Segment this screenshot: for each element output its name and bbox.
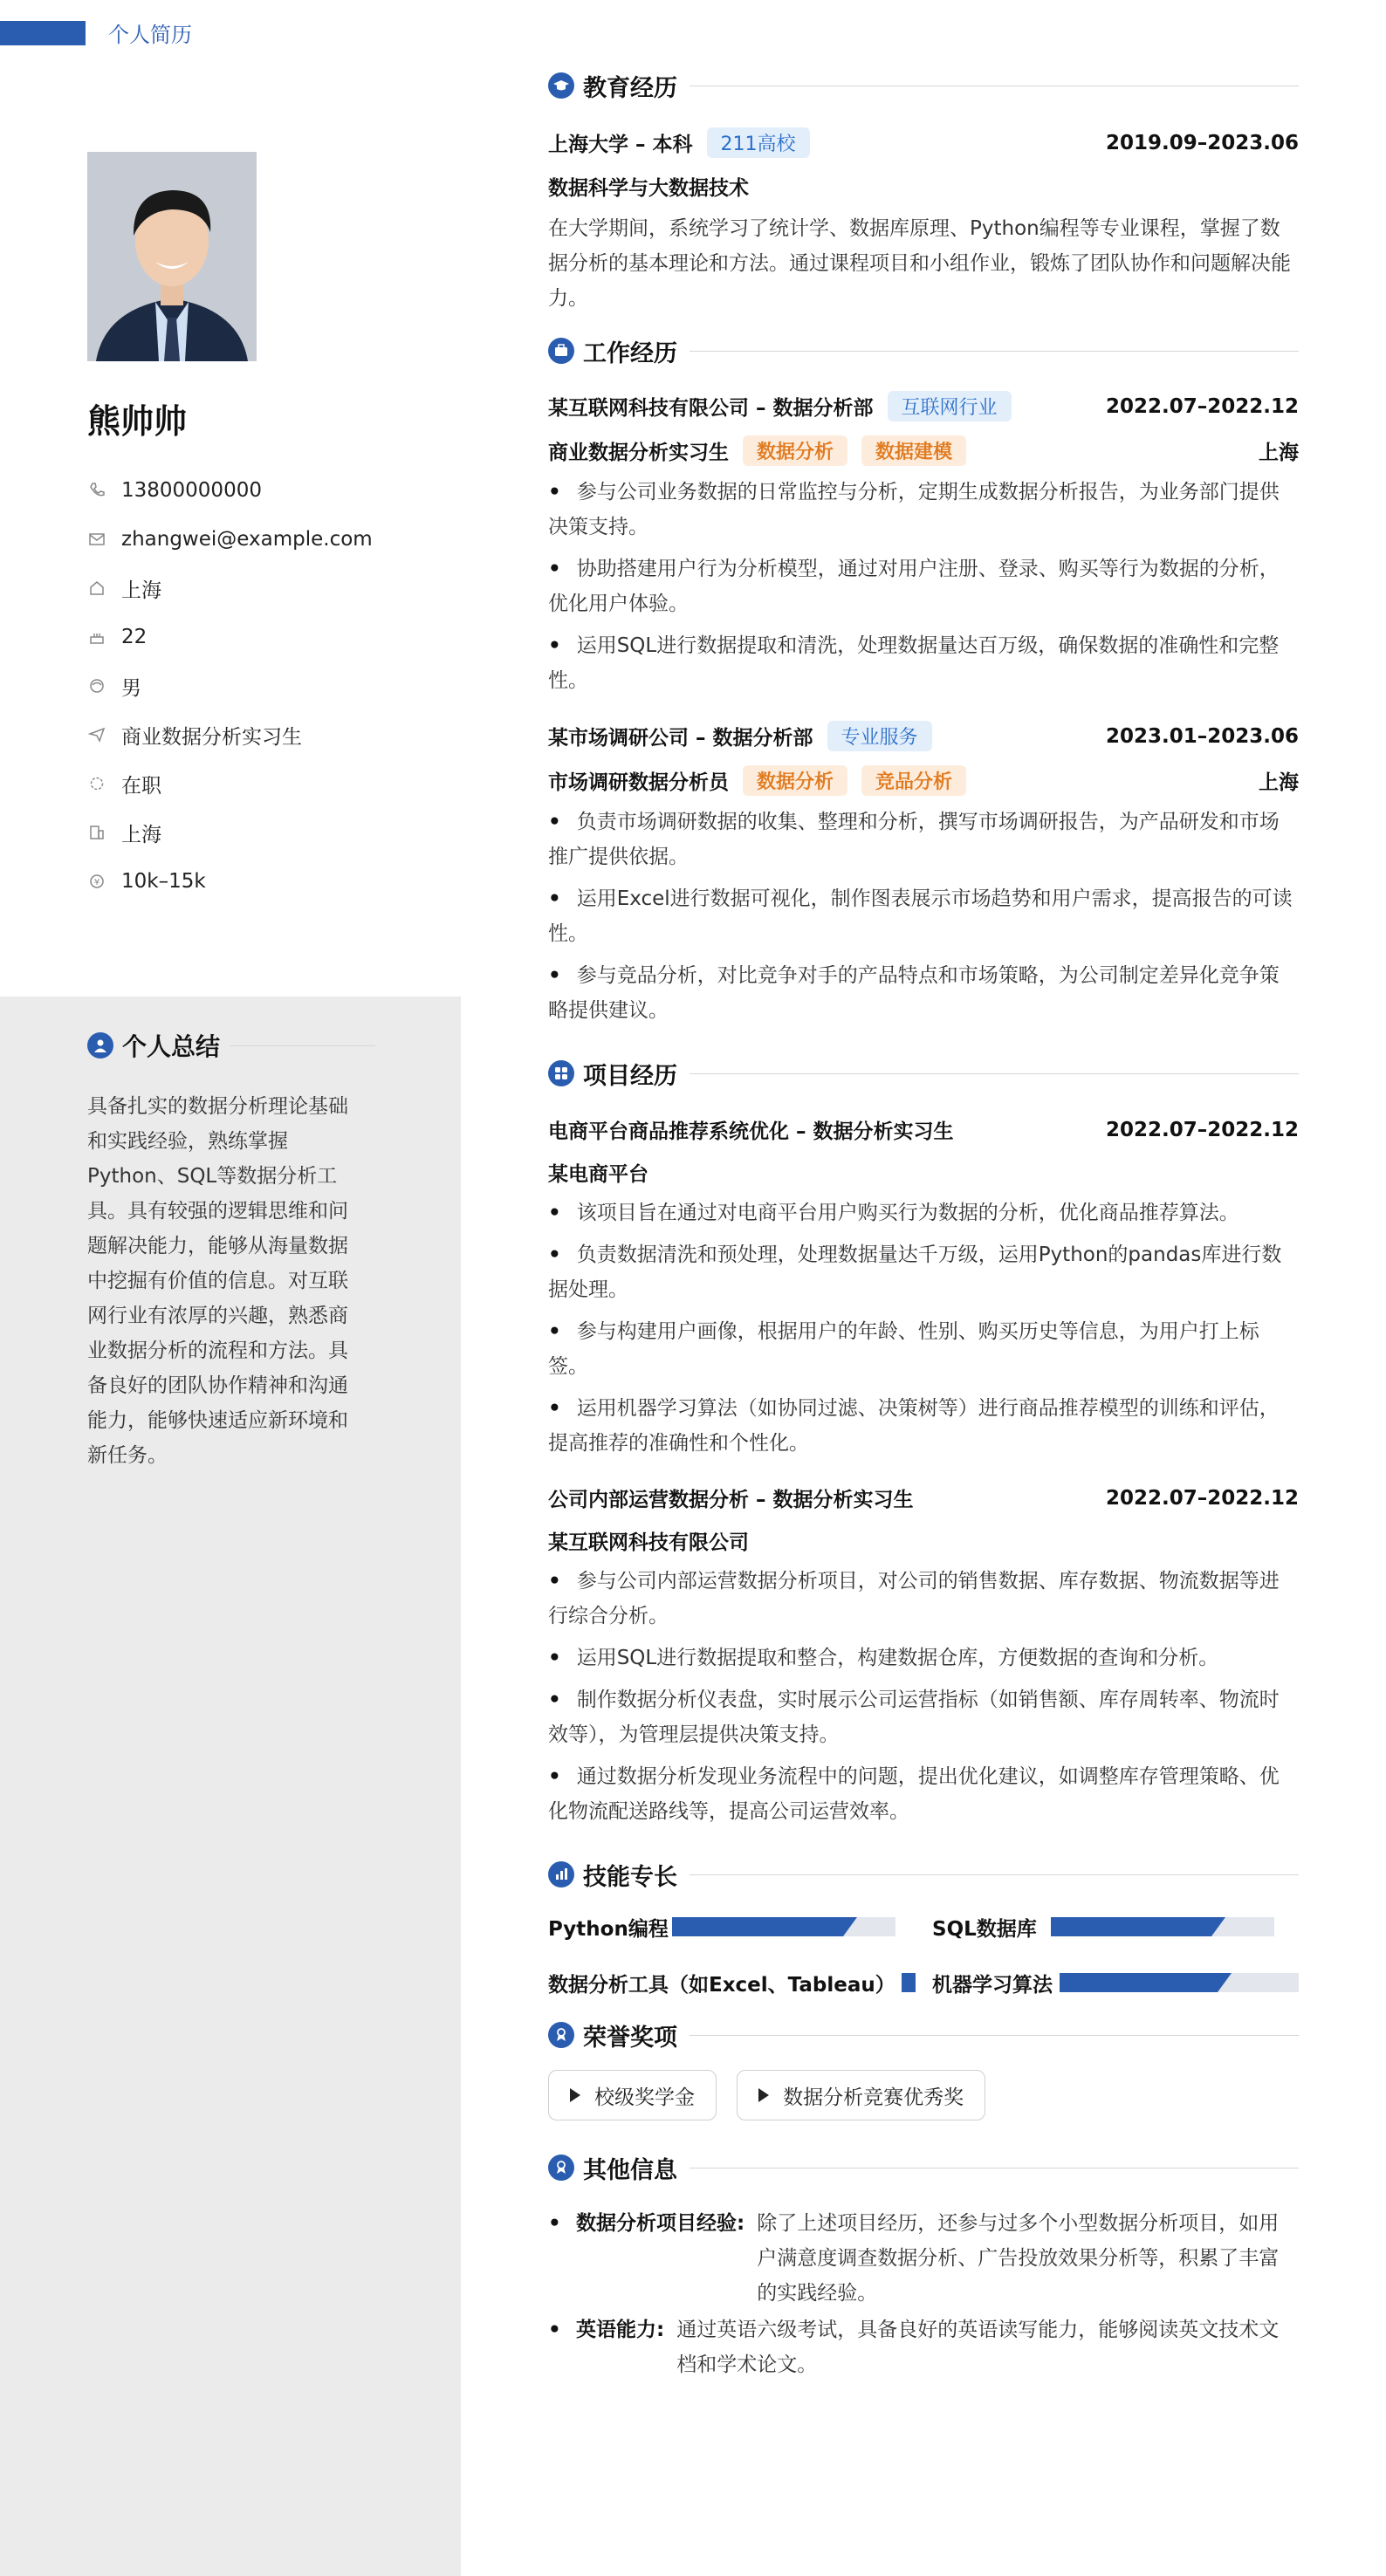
skill-bar: [672, 1917, 895, 1936]
header-accent-bar: [0, 21, 86, 45]
divider: [690, 1073, 1299, 1074]
work-date: 2022.07–2022.12: [1105, 394, 1299, 418]
info-row-city: [87, 808, 454, 857]
project-name-row: [548, 1115, 1299, 1144]
other-title: 其他信息: [583, 2156, 677, 2184]
award-item[interactable]: [548, 2070, 717, 2120]
education-row: [548, 127, 1299, 158]
major-row: [548, 172, 1299, 201]
info-row-gender: [87, 661, 454, 710]
work-city: 上海: [1259, 442, 1299, 464]
projects-title: 项目经历: [583, 1062, 677, 1090]
info-row-home: [87, 564, 454, 613]
project-name: 公司内部运营数据分析 – 数据分析实习生: [548, 1489, 914, 1511]
skill-bar: [1051, 1917, 1274, 1936]
awards-header: [548, 2016, 1299, 2054]
award-label: 校级奖学金: [594, 2086, 695, 2109]
skill-tag: 数据分析: [743, 765, 847, 796]
skill-name: 机器学习算法: [932, 1973, 1053, 1997]
salary-icon: [87, 872, 106, 891]
contact-info-list: [87, 466, 454, 906]
skill-name: 数据分析工具（如Excel、Tableau）: [548, 1973, 895, 1997]
grid-icon: [548, 1060, 574, 1086]
page-title: 个人简历: [108, 23, 192, 47]
skills-title: 技能专长: [583, 1863, 677, 1891]
skill-bar-tip: [1218, 1973, 1232, 1992]
work-role-row: [548, 435, 1299, 466]
work-bullet: • 参与竞品分析，对比竞争对手的产品特点和市场策略，为公司制定差异化竞争策略提供建议。: [548, 958, 1299, 1028]
work-bullet: • 负责市场调研数据的收集、整理和分析，撰写市场调研报告，为产品研发和市场推广提供依据。: [548, 805, 1299, 874]
play-icon: [570, 2088, 580, 2102]
work-item: [548, 721, 1299, 1028]
summary-title: 个人总结: [122, 1032, 221, 1061]
divider: [690, 351, 1299, 352]
send-icon: [87, 725, 106, 744]
project-item: [548, 1115, 1299, 1461]
project-bullet: • 负责数据清洗和预处理，处理数据量达千万级，运用Python的pandas库进行数据处理。: [548, 1237, 1299, 1307]
education-date: 2019.09–2023.06: [1105, 131, 1299, 154]
work-company: 某互联网科技有限公司 – 数据分析部: [548, 397, 874, 420]
summary-text: 具备扎实的数据分析理论基础和实践经验，熟练掌握Python、SQL等数据分析工具。具有较强的逻辑思维和问题解决能力，能够从海量数据中挖掘有价值的信息。对互联网行业有浓厚的兴趣，熟悉商业数据分析的流程和方法。具备良好的团队协作精神和沟通能力，能够快速适应新环境和新任务。: [87, 1095, 348, 1467]
work-title: 工作经历: [583, 339, 677, 367]
info-row-status: [87, 759, 454, 808]
other-item: [548, 2312, 1299, 2382]
project-bullet: • 制作数据分析仪表盘，实时展示公司运营指标（如销售额、库存周转率、物流时效等），为管理层提供决策支持。: [548, 1682, 1299, 1752]
work-company: 某市场调研公司 – 数据分析部: [548, 727, 813, 750]
project-bullet: • 该项目旨在通过对电商平台用户购买行为数据的分析，优化商品推荐算法。: [548, 1196, 1299, 1230]
svg-text:¥: ¥: [93, 878, 100, 887]
info-salary: 10k–15k: [121, 870, 206, 893]
info-row-email: [87, 515, 454, 564]
info-icon: [548, 2155, 574, 2181]
project-date: 2022.07–2022.12: [1105, 1118, 1299, 1141]
skill-bar-fill: [672, 1917, 843, 1936]
skills-header: [548, 1855, 1299, 1894]
work-bullet: • 参与公司业务数据的日常监控与分析，定期生成数据分析报告，为业务部门提供决策支持。: [548, 475, 1299, 545]
other-item: [548, 2206, 1299, 2311]
major-name: 数据科学与大数据技术: [548, 177, 749, 200]
work-date: 2023.01–2023.06: [1105, 724, 1299, 748]
divider: [690, 1874, 1299, 1875]
main-content: [548, 66, 1299, 2382]
award-icon: [548, 2022, 574, 2048]
school-name: 上海大学 – 本科: [548, 134, 693, 156]
work-role: 商业数据分析实习生: [548, 442, 729, 464]
mail-icon: [87, 530, 106, 549]
project-name: 电商平台商品推荐系统优化 – 数据分析实习生: [548, 1120, 954, 1143]
other-value: 通过英语六级考试，具备良好的英语读写能力，能够阅读英文技术文档和学术论文。: [676, 2319, 1280, 2376]
info-age: 22: [121, 626, 148, 648]
skill-bar-tip: [843, 1917, 857, 1936]
education-header: [548, 66, 1299, 105]
skill-item: [932, 1967, 1299, 1998]
info-gender: 男: [121, 676, 141, 700]
skill-tag: 数据分析: [743, 435, 847, 466]
info-location: 上海: [121, 579, 161, 602]
industry-tag: 互联网行业: [888, 391, 1012, 421]
work-role: 市场调研数据分析员: [548, 771, 729, 794]
skill-item: [548, 1911, 932, 1942]
profile-name: 熊帅帅: [87, 402, 188, 441]
work-city: 上海: [1259, 771, 1299, 794]
skills-row: [548, 1911, 1299, 1942]
awards-list: [548, 2070, 1299, 2120]
gender-icon: [87, 676, 106, 695]
school-tag: 211高校: [707, 127, 810, 158]
user-icon: [87, 1032, 113, 1058]
skill-bar: [902, 1973, 916, 1992]
work-role-row: [548, 765, 1299, 796]
education-title: 教育经历: [583, 74, 677, 102]
award-label: 数据分析竞赛优秀奖: [783, 2086, 964, 2109]
project-bullet: • 参与构建用户画像，根据用户的年龄、性别、购买历史等信息，为用户打上标签。: [548, 1314, 1299, 1384]
age-icon: [87, 627, 106, 647]
skill-bar-fill: [1060, 1973, 1218, 1992]
info-row-position: [87, 710, 454, 759]
status-icon: [87, 774, 106, 793]
work-company-row: [548, 721, 1299, 751]
other-header: [548, 2148, 1299, 2187]
info-status: 在职: [121, 774, 161, 798]
skill-bar-tip: [1211, 1917, 1225, 1936]
info-row-age: [87, 613, 454, 661]
info-row-phone: [87, 466, 454, 515]
graduation-cap-icon: [548, 72, 574, 99]
project-bullet: • 参与公司内部运营数据分析项目，对公司的销售数据、库存数据、物流数据等进行综合分析。: [548, 1564, 1299, 1634]
other-key: 英语能力:: [576, 2319, 665, 2341]
info-phone: 13800000000: [121, 479, 262, 502]
play-icon: [758, 2088, 769, 2102]
skill-tag: 竞品分析: [861, 765, 966, 796]
summary-header: [87, 1028, 375, 1063]
info-position: 商业数据分析实习生: [121, 725, 302, 749]
project-date: 2022.07–2022.12: [1105, 1486, 1299, 1510]
bullet-dot: •: [548, 2212, 561, 2235]
industry-tag: 专业服务: [827, 721, 932, 751]
divider: [230, 1045, 375, 1046]
divider: [690, 2035, 1299, 2036]
work-header: [548, 332, 1299, 370]
other-key: 数据分析项目经验:: [576, 2212, 745, 2235]
skill-name: Python编程: [548, 1917, 669, 1941]
project-name-row: [548, 1483, 1299, 1512]
info-email: zhangwei@example.com: [121, 528, 373, 551]
work-company-row: [548, 391, 1299, 421]
project-bullet: • 运用SQL进行数据提取和整合，构建数据仓库，方便数据的查询和分析。: [548, 1641, 1299, 1675]
project-bullet: • 通过数据分析发现业务流程中的问题，提出优化建议，如调整库存管理策略、优化物流配送路线等，提高公司运营效率。: [548, 1759, 1299, 1829]
awards-title: 荣誉奖项: [583, 2024, 677, 2052]
info-row-salary: [87, 857, 454, 906]
education-desc: 在大学期间，系统学习了统计学、数据库原理、Python编程等专业课程，掌握了数据分析的基本理论和方法。通过课程项目和小组作业，锻炼了团队协作和问题解决能力。: [548, 217, 1291, 310]
project-org: 某电商平台: [548, 1163, 648, 1186]
skills-row: [548, 1967, 1299, 1998]
skill-bar: [1060, 1973, 1299, 1992]
skill-item: [932, 1911, 1299, 1942]
home-icon: [87, 579, 106, 598]
info-city: 上海: [121, 823, 161, 846]
briefcase-icon: [548, 338, 574, 364]
skill-name: SQL数据库: [932, 1917, 1037, 1941]
work-item: [548, 391, 1299, 698]
award-item[interactable]: [737, 2070, 985, 2120]
skill-tag: 数据建模: [861, 435, 966, 466]
project-org-row: [548, 1158, 1299, 1187]
phone-icon: [87, 481, 106, 500]
project-bullet: • 运用机器学习算法（如协同过滤、决策树等）进行商品推荐模型的训练和评估，提高推荐的准确性和个性化。: [548, 1391, 1299, 1461]
bar-chart-icon: [548, 1861, 574, 1887]
bullet-dot: •: [548, 2319, 561, 2341]
other-list: [548, 2206, 1299, 2382]
skill-bar-fill: [902, 1973, 916, 1992]
other-value: 除了上述项目经历，还参与过多个小型数据分析项目，如用户满意度调查数据分析、广告投放效果分析等，积累了丰富的实践经验。: [757, 2212, 1280, 2305]
projects-header: [548, 1054, 1299, 1093]
building-icon: [87, 823, 106, 842]
skill-bar-fill: [1051, 1917, 1211, 1936]
avatar: [87, 152, 257, 361]
work-bullet: • 运用SQL进行数据提取和清洗，处理数据量达百万级，确保数据的准确性和完整性。: [548, 628, 1299, 698]
work-bullet: • 运用Excel进行数据可视化，制作图表展示市场趋势和用户需求，提高报告的可读性。: [548, 881, 1299, 951]
project-item: [548, 1483, 1299, 1829]
skill-item: [548, 1967, 932, 1998]
project-org-row: [548, 1526, 1299, 1555]
work-bullet: • 协助搭建用户行为分析模型，通过对用户注册、登录、购买等行为数据的分析，优化用户体验。: [548, 552, 1299, 621]
project-org: 某互联网科技有限公司: [548, 1531, 749, 1554]
